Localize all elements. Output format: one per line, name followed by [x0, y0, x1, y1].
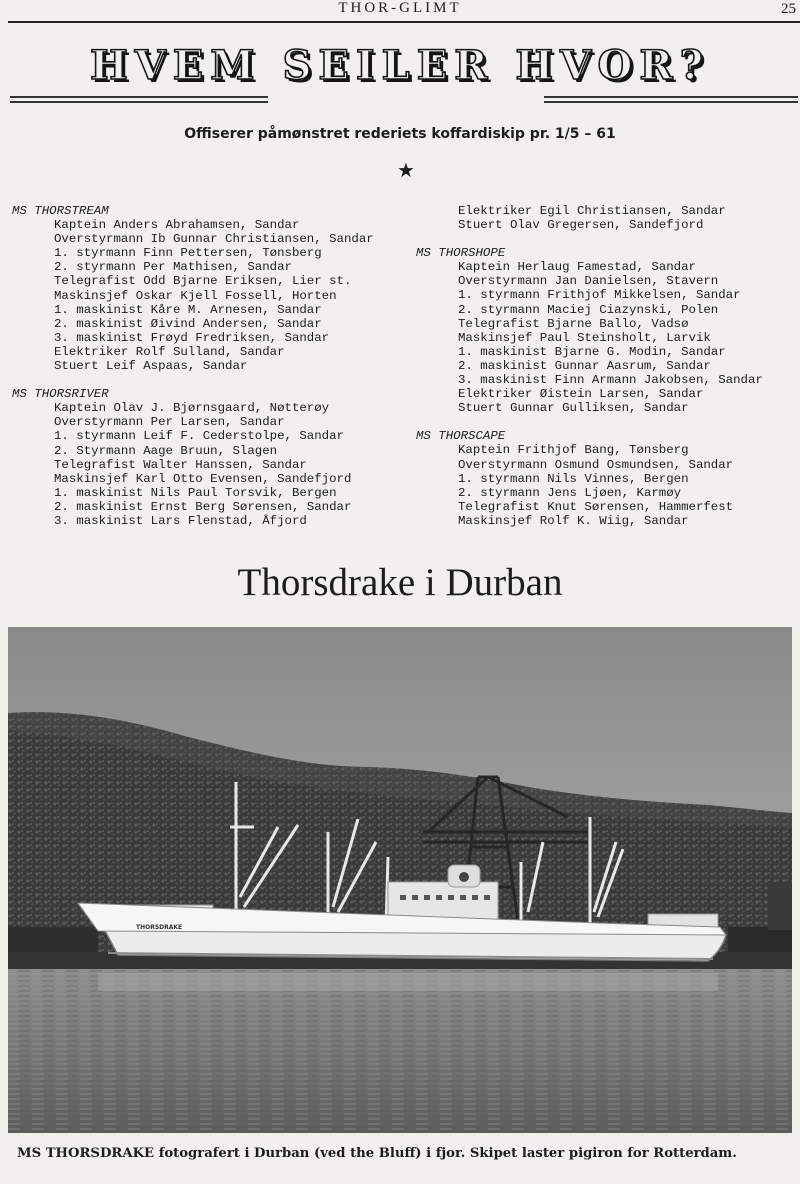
page-number: 25: [781, 1, 796, 17]
crew-entry: 1. styrmann Nils Vinnes, Bergen: [458, 471, 689, 486]
crew-entry: 1. styrmann Frithjof Mikkelsen, Sandar: [458, 288, 741, 303]
ship-name: MS THORSRIVER: [12, 387, 109, 402]
ship-name: MS THORSCAPE: [416, 429, 506, 444]
ship-block: [12, 204, 412, 373]
headline-rule-right: [544, 96, 798, 103]
crew-entry: Overstyrmann Per Larsen, Sandar: [54, 415, 285, 430]
ship-block: [416, 246, 800, 415]
crew-entry: Stuert Gunnar Gulliksen, Sandar: [458, 401, 689, 416]
headline-rule-left: [10, 96, 268, 103]
crew-entry: 1. maskinist Nils Paul Torsvik, Bergen: [54, 485, 337, 500]
headline: HVEM SEILER HVOR?: [89, 42, 711, 89]
crew-entry: Stuert Leif Aspaas, Sandar: [54, 359, 248, 374]
ship-name: MS THORSHOPE: [416, 246, 506, 261]
crew-entry: Telegrafist Odd Bjarne Eriksen, Lier st.: [54, 274, 352, 289]
crew-entry: 2. maskinist Gunnar Aasrum, Sandar: [458, 358, 711, 373]
crew-entry: Overstyrmann Jan Danielsen, Stavern: [458, 274, 719, 289]
crew-entry: 1. maskinist Kåre M. Arnesen, Sandar: [54, 302, 322, 317]
header-rule: [8, 21, 800, 23]
crew-entry: 2. styrmann Maciej Ciazynski, Polen: [458, 302, 719, 317]
crew-entry: Maskinsjef Paul Steinsholt, Larvik: [458, 330, 711, 345]
crew-entry: Maskinsjef Oskar Kjell Fossell, Horten: [54, 288, 337, 303]
crew-entry: Telegrafist Walter Hanssen, Sandar: [54, 457, 307, 472]
running-title: THOR-GLIMT: [338, 0, 462, 16]
crew-column-left: [12, 204, 412, 542]
crew-entry: 2. maskinist Ernst Berg Sørensen, Sandar: [54, 499, 352, 514]
crew-entry: Kaptein Herlaug Famestad, Sandar: [458, 260, 696, 275]
crew-entry: 3. maskinist Finn Armann Jakobsen, Sandar: [458, 373, 763, 388]
subtitle: Offiserer påmønstret rederiets koffardiskip pr. 1/5 – 61: [184, 126, 616, 142]
ship-block: [416, 204, 800, 232]
crew-entry: 2. maskinist Øivind Andersen, Sandar: [54, 316, 322, 331]
crew-entry: Telegrafist Bjarne Ballo, Vadsø: [458, 316, 689, 331]
ship-block: [12, 387, 412, 528]
crew-entry: 3. maskinist Lars Flenstad, Åfjord: [54, 513, 307, 528]
crew-entry: 3. maskinist Frøyd Fredriksen, Sandar: [54, 330, 330, 345]
crew-entry: 2. styrmann Per Mathisen, Sandar: [54, 260, 292, 275]
crew-entry: Maskinsjef Rolf K. Wiig, Sandar: [458, 513, 689, 528]
crew-entry: Maskinsjef Karl Otto Evensen, Sandefjord: [54, 471, 352, 486]
crew-entry: 1. styrmann Leif F. Cederstolpe, Sandar: [54, 429, 344, 444]
crew-entry: Elektriker Øistein Larsen, Sandar: [458, 387, 704, 402]
crew-entry: Kaptein Anders Abrahamsen, Sandar: [54, 218, 300, 233]
crew-entry: 1. maskinist Bjarne G. Modin, Sandar: [458, 344, 726, 359]
crew-entry: Kaptein Olav J. Bjørnsgaard, Nøtterøy: [54, 401, 330, 416]
crew-entry: Kaptein Frithjof Bang, Tønsberg: [458, 443, 689, 458]
crew-entry: 1. styrmann Finn Pettersen, Tønsberg: [54, 246, 322, 261]
crew-entry: Overstyrmann Osmund Osmundsen, Sandar: [458, 457, 734, 472]
crew-column-right: [416, 204, 800, 542]
article-title: Thorsdrake i Durban: [237, 561, 563, 604]
photo-caption: MS THORSDRAKE fotografert i Durban (ved the Bluff) i fjor. Skipet laster pigiron for Rotterdam.: [17, 1146, 737, 1161]
crew-entry: Telegrafist Knut Sørensen, Hammerfest: [458, 499, 734, 514]
crew-entry: Elektriker Egil Christiansen, Sandar: [458, 204, 726, 218]
ship-photo: [8, 627, 792, 1133]
running-header: [0, 0, 800, 24]
star-icon: ★: [397, 158, 415, 182]
ship-name: MS THORSTREAM: [12, 204, 109, 218]
crew-entry: 2. Styrmann Aage Bruun, Slagen: [54, 443, 278, 458]
crew-entry: Elektriker Rolf Sulland, Sandar: [54, 344, 285, 359]
crew-entry: Overstyrmann Ib Gunnar Christiansen, Sandar: [54, 232, 374, 247]
hull-lettering: THORSDRAKE: [136, 924, 183, 931]
crew-entry: Stuert Olav Gregersen, Sandefjord: [458, 218, 704, 233]
crew-entry: 2. styrmann Jens Ljøen, Karmøy: [458, 485, 682, 500]
ship-block: [416, 429, 800, 528]
